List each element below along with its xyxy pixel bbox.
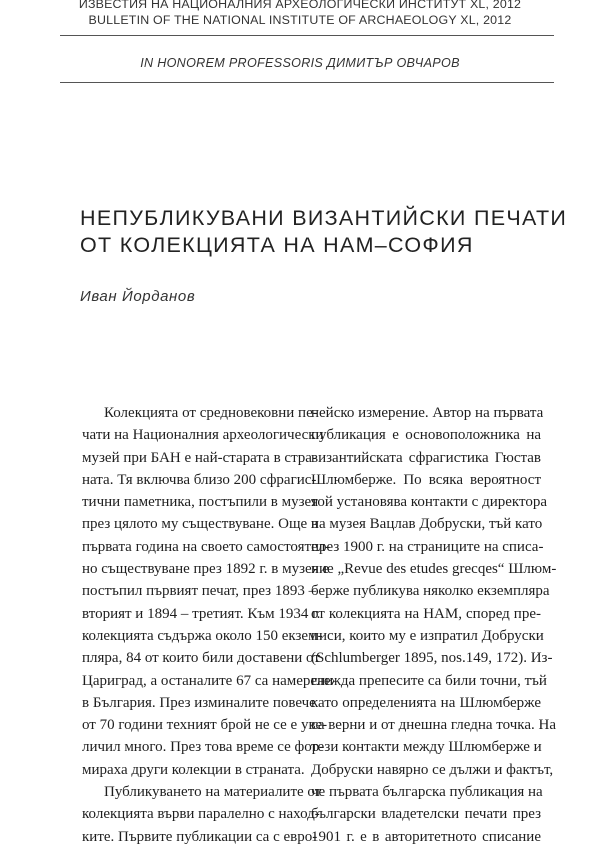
text-line: музей при БАН е най-старата в стра- (82, 449, 317, 466)
text-line: на музея Вацлав Добруски, тъй като (311, 516, 543, 533)
text-line: от колекцията на НАМ, според пре- (311, 605, 541, 622)
text-line: 1901 г. е в авторитетното списание (311, 828, 541, 845)
text-line: глежда препесите са били точни, тъй (311, 672, 547, 689)
text-line: колекцията съдържа около 150 екзем- (82, 627, 323, 644)
text-line: пляра, 84 от които били доставени от (82, 650, 320, 667)
article-author: Иван Йорданов (80, 288, 196, 305)
text-line: първата година на своето самостоятел- (82, 538, 331, 555)
title-line: НЕПУБЛИКУВАНИ ВИЗАНТИЙСКИ ПЕЧАТИ (80, 206, 568, 230)
article-title (80, 205, 580, 259)
text-line: ната. Тя включва близо 200 сфрагис- (82, 471, 317, 488)
header-rule-bottom (60, 82, 554, 83)
text-line: (Schlumberger 1895, nos.149, 172). Из- (311, 650, 553, 667)
text-line: Добруски навярно се дължи и фактът, (311, 761, 554, 778)
text-line: мираха други колекции в страната. (82, 761, 305, 778)
text-line: личил много. През това време се фор- (82, 739, 325, 756)
text-line: вторият и 1894 – третият. Към 1934 г. (82, 605, 321, 622)
text-line: в България. През изминалите повече (82, 694, 316, 711)
text-line: Публикуването на материалите от (104, 784, 322, 801)
text-line: през 1900 г. на страниците на списа- (311, 538, 544, 555)
text-line: като определенията на Шлюмберже (311, 694, 541, 711)
text-line: колекцията върви паралелно с наход- (82, 806, 320, 823)
text-line: са верни и от днешна гледна точка. На (311, 717, 557, 734)
text-line: чати на Националния археологически (82, 427, 324, 444)
journal-header-bg: ИЗВЕСТИЯ НА НАЦИОНАЛНИЯ АРХЕОЛОГИЧЕСКИ ИНСТИТУТ XL, 2012 (78, 0, 522, 11)
text-line: ние „Revue des etudes grecqes“ Шлюм- (311, 561, 557, 578)
journal-header-en: BULLETIN OF THE NATIONAL INSTITUTE OF ARCHAEOLOGY XL, 2012 (88, 13, 512, 27)
title-line: ОТ КОЛЕКЦИЯТА НА НАМ–СОФИЯ (80, 233, 474, 257)
in-honorem-line: IN HONOREM PROFESSORIS ДИМИТЪР ОВЧАРОВ (140, 56, 460, 70)
text-line: български владетелски печати през (311, 806, 541, 823)
text-line: публикация е основоположника на (311, 427, 541, 444)
header-rule-top (60, 35, 554, 36)
text-line: но съществуване през 1892 г. в музея е (82, 561, 330, 578)
text-line: тични паметника, постъпили в музея (82, 494, 319, 511)
text-line: ките. Първите публикации са с евро- (82, 828, 318, 845)
body-column-right (311, 402, 557, 848)
text-line: постъпил първият печат, през 1893 – (82, 583, 317, 600)
text-line: че първата българска публикация на (311, 784, 543, 801)
text-line: византийската сфрагистика Гюстав (311, 449, 541, 466)
text-line: Цариград, а останалите 67 са намерени (82, 672, 334, 689)
text-line: берже публикува няколко екземпляра (311, 583, 550, 600)
text-line: той установява контакти с директора (311, 494, 547, 511)
text-line: Шлюмберже. По всяка вероятност (311, 471, 541, 488)
body-column-left (82, 402, 334, 848)
text-line: тези контакти между Шлюмберже и (311, 739, 542, 756)
text-line: от 70 години техният брой не се е уве- (82, 717, 328, 734)
text-line: пейско измерение. Автор на първата (311, 405, 544, 421)
text-line: писи, които му е изпратил Добруски (311, 627, 544, 644)
text-line: Колекцията от средновековни пе- (104, 405, 318, 421)
text-line: през цялото му съществуване. Още в (82, 516, 318, 533)
